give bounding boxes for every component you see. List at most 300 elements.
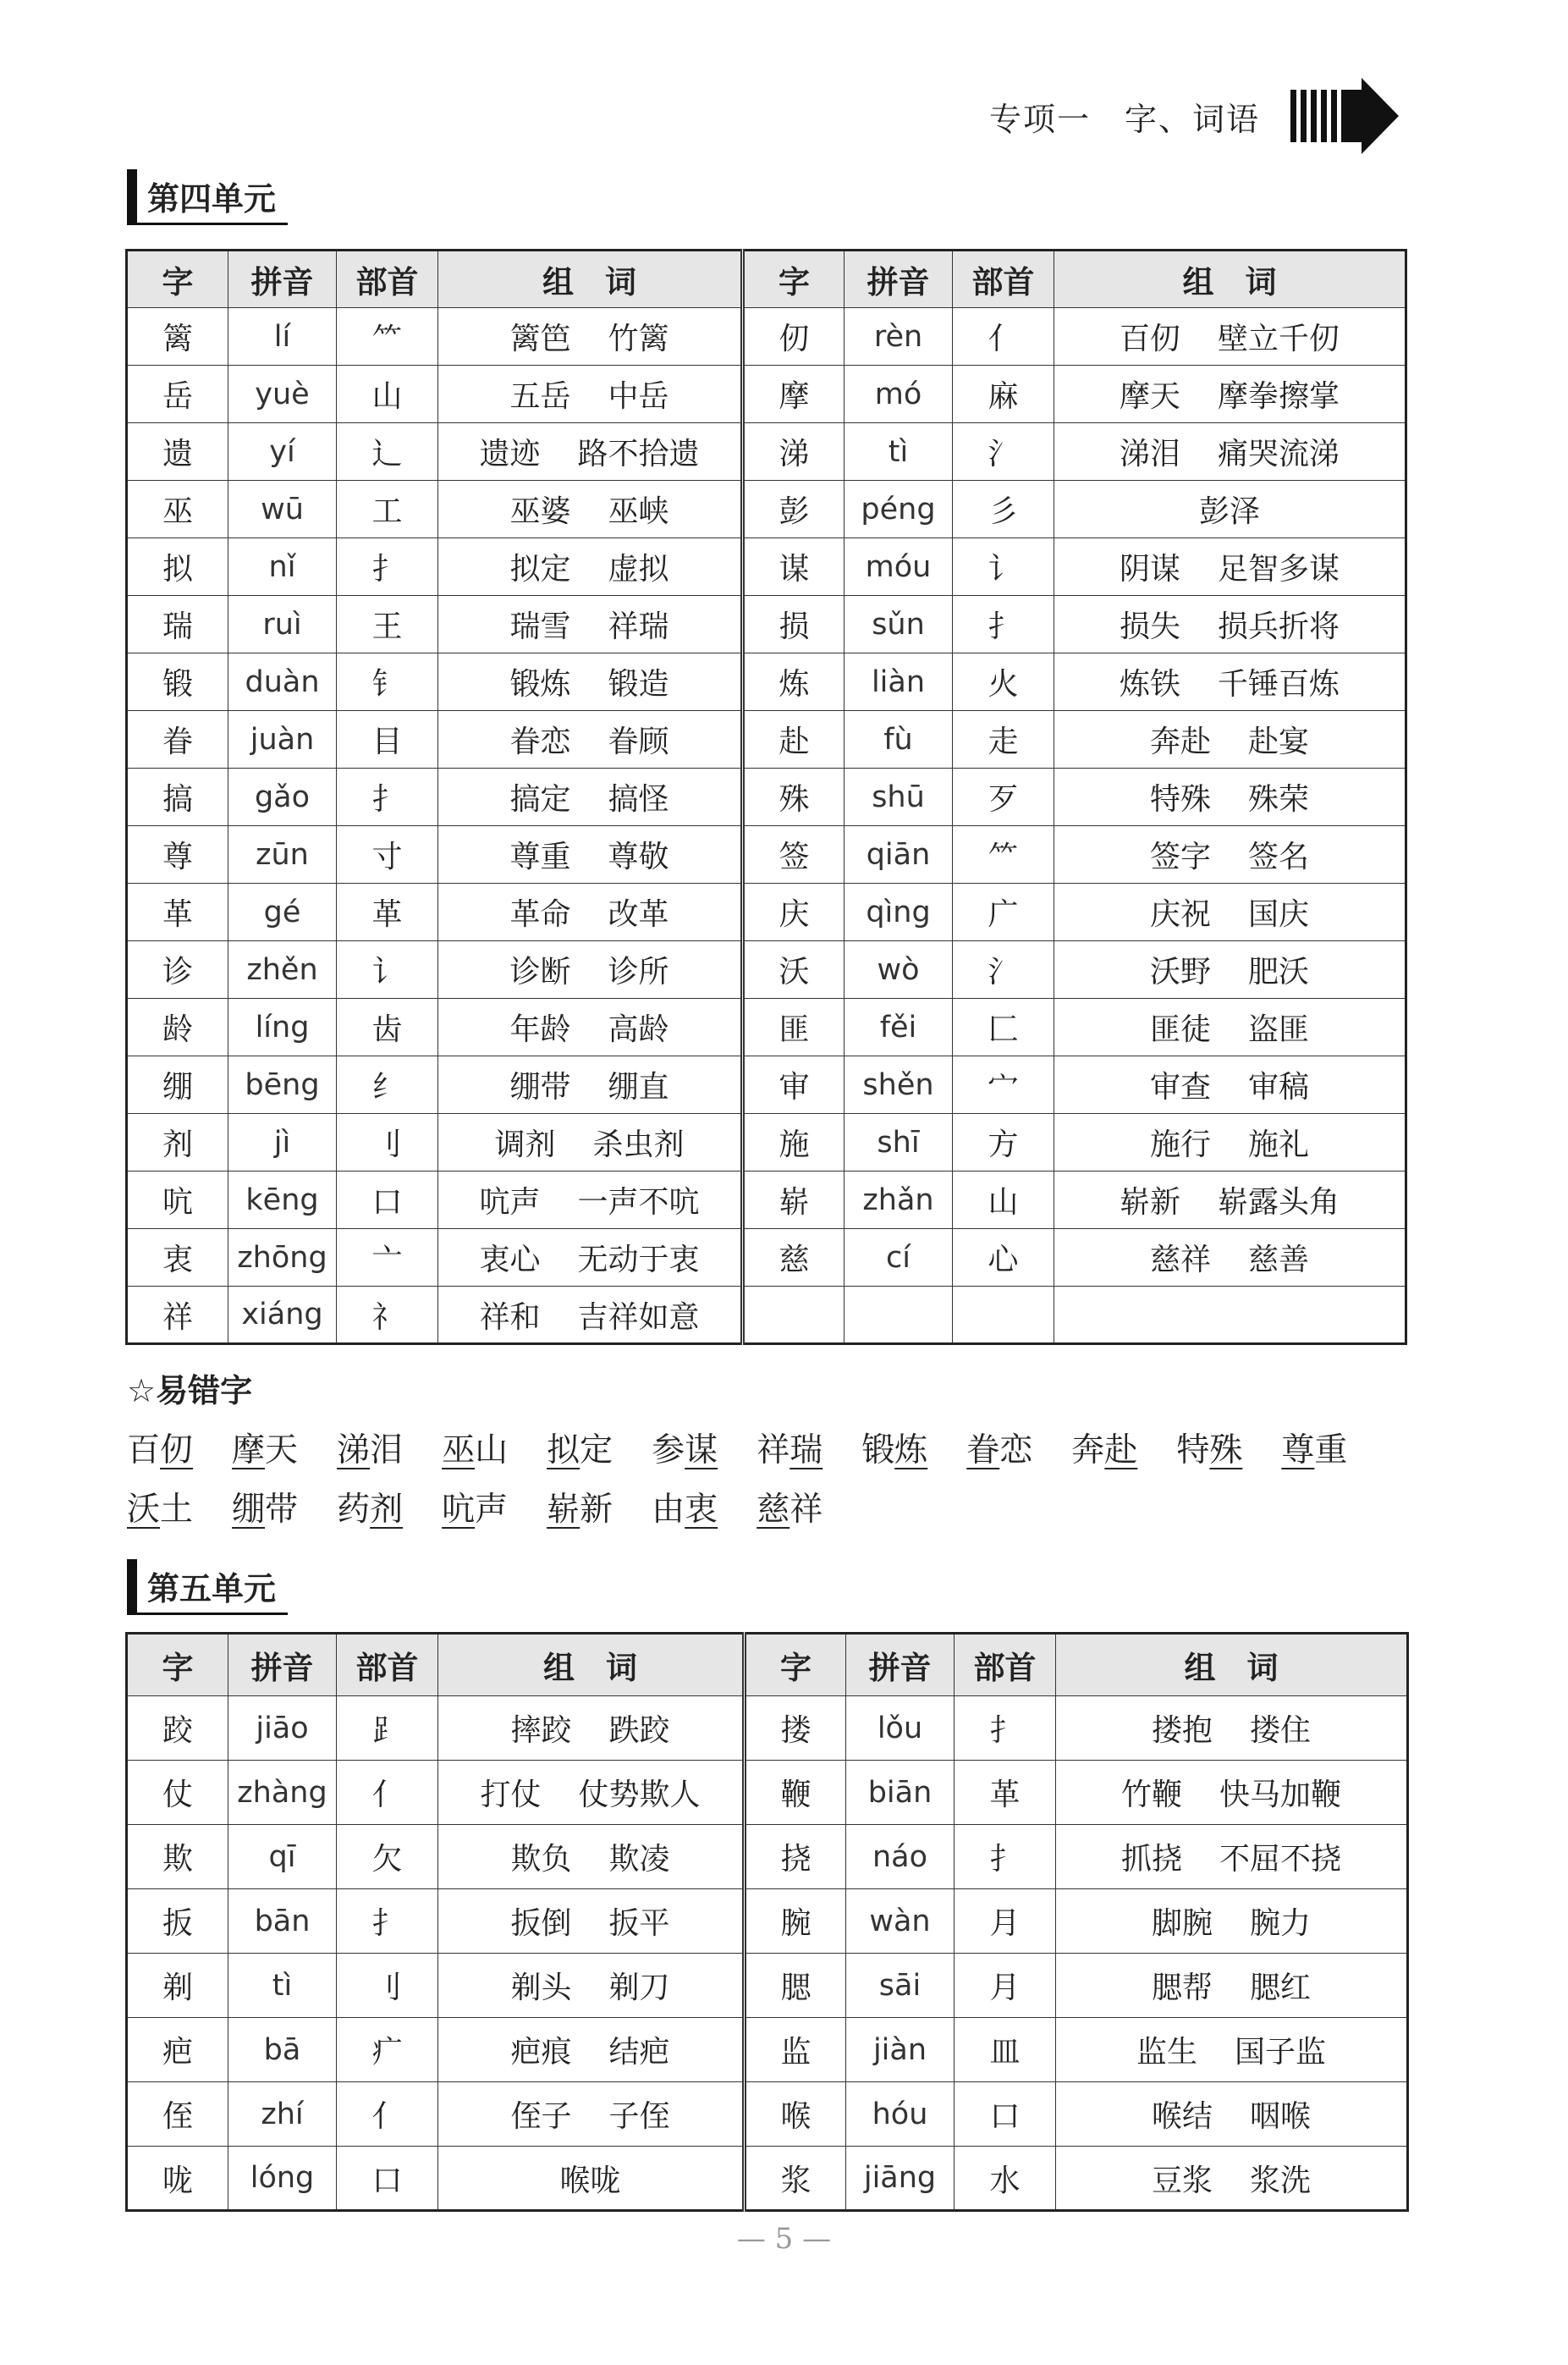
radical-cell: 欠 [337,1825,438,1889]
header-label: 专项一 字、词语 [988,100,1260,138]
word: 腮帮 [1151,1971,1213,2005]
words-cell [1054,769,1406,826]
table-row [127,2147,1408,2211]
word: 肥沃 [1248,955,1310,990]
error-prone-word [1281,1424,1347,1471]
char-cell: 跤 [127,1696,228,1761]
word: 结疤 [608,2035,670,2070]
table-row [127,653,1406,711]
table-row [127,1954,1408,2018]
radical-cell: 钅 [337,653,438,711]
words-cell [438,366,743,423]
words-cell [438,1954,745,2018]
radical-cell: 扌 [337,769,438,826]
word: 巫婆 [509,494,571,529]
unit4-title [127,169,288,225]
pinyin-cell: shī [845,1114,953,1171]
radical-cell: 亻 [953,308,1054,366]
pinyin-cell: juàn [228,711,337,769]
word-char: 祥 [790,1491,823,1529]
char-cell: 巫 [127,481,228,538]
char-cell: 沃 [743,941,845,999]
words-cell [438,826,743,884]
pinyin-cell: sǔn [845,596,953,653]
char-cell: 锻 [127,653,228,711]
char-cell: 仞 [743,308,845,366]
word: 调剂 [494,1127,556,1162]
char-cell: 施 [743,1114,845,1171]
pinyin-cell: zhàng [228,1761,337,1825]
radical-cell: 氵 [953,941,1054,999]
word: 搂抱 [1151,1713,1213,1748]
words-cell [1054,653,1406,711]
char-cell: 诊 [127,941,228,999]
words-cell [1056,2018,1408,2082]
pinyin-cell: lǒu [846,1696,955,1761]
radical-cell: 刂 [337,1114,438,1171]
pinyin-cell: lí [228,308,337,366]
header-radical: 部首 [337,251,438,308]
char-cell [743,1287,845,1344]
words-cell [1054,538,1406,596]
radical-cell: 走 [953,711,1054,769]
word-char: 衷 [685,1491,718,1529]
pinyin-cell: zhěn [228,941,337,999]
words-cell [438,711,743,769]
char-cell: 谋 [743,538,845,596]
word: 尊重 [509,840,571,874]
words-cell [1054,941,1406,999]
radical-cell: 扌 [955,1825,1056,1889]
char-cell: 浆 [745,2147,846,2211]
char-cell: 挠 [745,1825,846,1889]
page-number: — 5 — [736,2222,832,2256]
words-cell [1056,2147,1408,2211]
radical-cell: 方 [953,1114,1054,1171]
words-cell [438,999,743,1056]
char-cell: 签 [743,826,845,884]
pinyin-cell: yuè [228,366,337,423]
word: 百仞 [1119,322,1180,356]
word: 改革 [608,897,669,932]
char-cell: 腮 [745,1954,846,2018]
words-cell [1056,1954,1408,2018]
error-prone-word [232,1483,298,1530]
pinyin-cell: zhōng [228,1229,337,1287]
word: 咽喉 [1250,2099,1312,2134]
radical-cell: 月 [955,1889,1056,1954]
char-cell: 监 [745,2018,846,2082]
error-prone-word [337,1424,403,1471]
radical-cell: 亻 [337,1761,438,1825]
char-cell: 岳 [127,366,228,423]
pinyin-cell: náo [846,1825,955,1889]
word: 诊所 [608,955,669,990]
header-pinyin: 拼音 [228,251,337,308]
word: 炼铁 [1119,667,1180,702]
char-cell: 殊 [743,769,845,826]
word: 年龄 [509,1012,571,1047]
word-char: 天 [265,1431,299,1469]
error-prone-word [861,1424,927,1471]
pinyin-cell: shěn [845,1056,953,1114]
word-char: 殊 [1209,1431,1243,1469]
word-char: 参 [652,1431,685,1469]
pinyin-cell: liàn [845,653,953,711]
pinyin-cell: hóu [846,2082,955,2147]
radical-cell: 广 [953,884,1054,941]
word: 损兵折将 [1218,609,1340,644]
word: 签名 [1248,840,1310,874]
word: 涕泪 [1119,437,1180,471]
table-row [127,1056,1406,1114]
word: 特殊 [1149,782,1211,817]
char-cell: 腕 [745,1889,846,1954]
word: 浆洗 [1250,2163,1312,2198]
word: 不屈不挠 [1219,1842,1342,1877]
word-char: 带 [265,1491,299,1529]
error-prone-line-2 [127,1483,823,1530]
word: 绷直 [608,1070,669,1105]
word: 搞怪 [608,782,669,817]
word: 抓挠 [1120,1842,1182,1877]
words-cell [1054,1287,1406,1344]
word: 脚腕 [1151,1906,1213,1941]
pinyin-cell: jiàn [846,2018,955,2082]
error-prone-word [547,1483,613,1530]
page-header [989,78,1399,154]
char-cell: 损 [743,596,845,653]
char-cell: 尊 [127,826,228,884]
table-row [127,1696,1408,1761]
words-cell [438,1761,745,1825]
word: 竹篱 [608,322,669,356]
pinyin-cell: kēng [228,1171,337,1229]
words-cell [1054,826,1406,884]
words-cell [438,653,743,711]
table-row [127,999,1406,1056]
char-cell: 篱 [127,308,228,366]
unit4-table [125,249,1407,1345]
word-char: 吭 [442,1491,476,1529]
words-cell [438,884,743,941]
radical-cell: 口 [337,2147,438,2211]
word: 锻造 [608,667,669,702]
pinyin-cell: wàn [846,1889,955,1954]
pinyin-cell: jiāo [228,1696,337,1761]
words-cell [438,1056,743,1114]
char-cell: 彭 [743,481,845,538]
pinyin-cell: gǎo [228,769,337,826]
word: 崭露头角 [1218,1185,1340,1220]
char-cell: 瑞 [127,596,228,653]
word-char: 拟 [547,1431,580,1469]
radical-cell: 讠 [953,538,1054,596]
header-words: 组 词 [1054,251,1406,308]
word-char: 奔 [1071,1431,1105,1469]
word: 监生 [1136,2035,1197,2070]
word: 壁立千仞 [1218,322,1340,356]
unit5-title-text: 第五单元 [137,1559,288,1615]
table-row [127,1287,1406,1344]
char-cell: 扳 [127,1889,228,1954]
words-cell [1054,366,1406,423]
table-row [127,538,1406,596]
word-char: 绷 [232,1491,266,1529]
pinyin-cell: biān [846,1761,955,1825]
words-cell [1054,884,1406,941]
table-row [127,481,1406,538]
radical-cell: 寸 [337,826,438,884]
char-cell: 喉 [745,2082,846,2147]
word: 签字 [1149,840,1211,874]
pinyin-cell: zhǎn [845,1171,953,1229]
header-words: 组 词 [438,251,743,308]
pinyin-cell: rèn [845,308,953,366]
word: 扳倒 [510,1906,572,1941]
word-char: 泪 [370,1431,404,1469]
header-pinyin: 拼音 [228,1634,337,1696]
unit5-table [125,1632,1409,2212]
error-prone-word [127,1424,193,1471]
word: 吉祥如意 [577,1299,700,1335]
radical-cell: 口 [955,2082,1056,2147]
pinyin-cell: ruì [228,596,337,653]
word: 损失 [1119,609,1180,644]
word: 高龄 [608,1012,669,1047]
word: 国庆 [1248,897,1310,932]
radical-cell: 辶 [337,423,438,481]
pinyin-cell: yí [228,423,337,481]
table-header-row [127,251,1406,308]
words-cell [438,1287,743,1344]
word-char: 祥 [756,1431,790,1469]
table-header-row [127,1634,1408,1696]
word: 无动于衷 [577,1243,700,1277]
pinyin-cell: nǐ [228,538,337,596]
word-char: 摩 [232,1431,266,1469]
radical-cell: 讠 [337,941,438,999]
words-cell [1054,1114,1406,1171]
word-char: 由 [652,1491,685,1529]
pinyin-cell: móu [845,538,953,596]
radical-cell: 宀 [953,1056,1054,1114]
table-row [127,1171,1406,1229]
words-cell [438,596,743,653]
words-cell [438,308,743,366]
word: 施行 [1149,1127,1211,1162]
header-radical: 部首 [953,251,1054,308]
char-cell: 崭 [743,1171,845,1229]
table-row [127,941,1406,999]
char-cell: 拟 [127,538,228,596]
title-bar [127,1559,137,1615]
words-cell [438,1171,743,1229]
word: 搞定 [509,782,571,817]
pinyin-cell: bēng [228,1056,337,1114]
words-cell [1054,423,1406,481]
word: 虚拟 [608,552,669,587]
word: 审查 [1149,1070,1211,1105]
char-cell: 侄 [127,2082,228,2147]
word: 打仗 [480,1778,542,1812]
word: 子侄 [608,2099,670,2134]
pinyin-cell: qìng [845,884,953,941]
char-cell: 眷 [127,711,228,769]
radical-cell: 麻 [953,366,1054,423]
error-prone-word [756,1483,823,1530]
unit5-title [127,1559,288,1615]
table-row [127,596,1406,653]
radical-cell: 扌 [953,596,1054,653]
word-char: 尊 [1281,1431,1315,1469]
char-cell: 搞 [127,769,228,826]
table-row [127,884,1406,941]
word: 路不拾遗 [577,437,700,471]
word: 五岳 [509,379,571,414]
pinyin-cell: lóng [228,2147,337,2211]
word-char: 谋 [685,1431,718,1469]
word: 国子监 [1235,2035,1327,2070]
words-cell [438,1114,743,1171]
word-char: 涕 [337,1431,371,1469]
pinyin-cell: qī [228,1825,337,1889]
word: 慈善 [1248,1243,1310,1277]
title-bar [127,169,137,225]
error-prone-word [442,1483,508,1530]
word: 摔跤 [510,1713,572,1748]
words-cell [1056,1761,1408,1825]
error-prone-title: ☆易错字 [127,1372,253,1409]
table-row [127,2082,1408,2147]
pinyin-cell: fěi [845,999,953,1056]
radical-cell: 革 [955,1761,1056,1825]
word: 一声不吭 [577,1185,700,1220]
word: 搂住 [1250,1713,1312,1748]
header-pinyin: 拼音 [845,251,953,308]
char-cell: 剃 [127,1954,228,2018]
word: 千锤百炼 [1218,667,1340,702]
pinyin-cell: qiān [845,826,953,884]
word: 中岳 [608,379,669,414]
radical-cell: 齿 [337,999,438,1056]
word: 慈祥 [1149,1243,1211,1277]
words-cell [1054,308,1406,366]
table-row [127,711,1406,769]
word-char: 巫 [442,1431,476,1469]
words-cell [438,1889,745,1954]
header-words: 组 词 [438,1634,745,1696]
char-cell: 剂 [127,1114,228,1171]
word: 施礼 [1248,1127,1310,1162]
words-cell [438,2018,745,2082]
table-row [127,1889,1408,1954]
pinyin-cell: zhí [228,2082,337,2147]
word: 吭声 [479,1185,541,1220]
char-cell: 赴 [743,711,845,769]
word: 赴宴 [1248,725,1310,759]
char-cell: 疤 [127,2018,228,2082]
error-prone-word [652,1483,718,1530]
unit4-title-text: 第四单元 [137,169,288,225]
word-char: 眷 [966,1431,1000,1469]
radical-cell: ⺮ [953,826,1054,884]
char-cell: 龄 [127,999,228,1056]
radical-cell: 歹 [953,769,1054,826]
word-char: 瑞 [790,1431,823,1469]
radical-cell: 目 [337,711,438,769]
pinyin-cell: zūn [228,826,337,884]
words-cell [1054,1229,1406,1287]
word: 崭新 [1119,1185,1180,1220]
error-prone-word [127,1483,193,1530]
radical-cell: 山 [953,1171,1054,1229]
radical-cell: 彡 [953,481,1054,538]
word-char: 声 [475,1491,509,1529]
error-prone-word [1071,1424,1137,1471]
word: 喉结 [1151,2099,1213,2134]
word: 绷带 [509,1070,571,1105]
pinyin-cell: fù [845,711,953,769]
radical-cell: 革 [337,884,438,941]
pinyin-cell [845,1287,953,1344]
word: 剃刀 [608,1971,670,2005]
words-cell [438,1229,743,1287]
radical-cell [953,1287,1054,1344]
pinyin-cell: péng [845,481,953,538]
table-row [127,366,1406,423]
radical-cell: 山 [337,366,438,423]
radical-cell: 纟 [337,1056,438,1114]
table-row [127,1229,1406,1287]
word: 豆浆 [1151,2163,1213,2198]
word: 革命 [509,897,571,932]
word: 剃头 [510,1971,572,2005]
radical-cell: 亻 [337,2082,438,2147]
word: 沃野 [1149,955,1211,990]
word: 庆祝 [1149,897,1211,932]
pinyin-cell: duàn [228,653,337,711]
arrow-icon [1290,78,1399,154]
char-cell: 绷 [127,1056,228,1114]
error-prone-word [442,1424,508,1471]
char-cell: 庆 [743,884,845,941]
error-prone-word [337,1483,403,1530]
words-cell [438,423,743,481]
char-cell: 涕 [743,423,845,481]
word: 足智多谋 [1218,552,1340,587]
radical-cell: 匚 [953,999,1054,1056]
word: 祥和 [479,1299,541,1335]
word: 杀虫剂 [592,1127,685,1162]
word: 快马加鞭 [1219,1778,1342,1812]
word: 疤痕 [510,2035,572,2070]
word: 腮红 [1250,1971,1312,2005]
word: 跌跤 [608,1713,670,1748]
words-cell [438,941,743,999]
pinyin-cell: jì [228,1114,337,1171]
header-words: 组 词 [1056,1634,1408,1696]
char-cell: 摩 [743,366,845,423]
words-cell [1054,711,1406,769]
word-char: 炼 [894,1431,928,1469]
word: 审稿 [1248,1070,1310,1105]
header-radical: 部首 [337,1634,438,1696]
radical-cell: 心 [953,1229,1054,1287]
word-char: 沃 [127,1491,161,1529]
char-cell: 遗 [127,423,228,481]
table-row [127,826,1406,884]
